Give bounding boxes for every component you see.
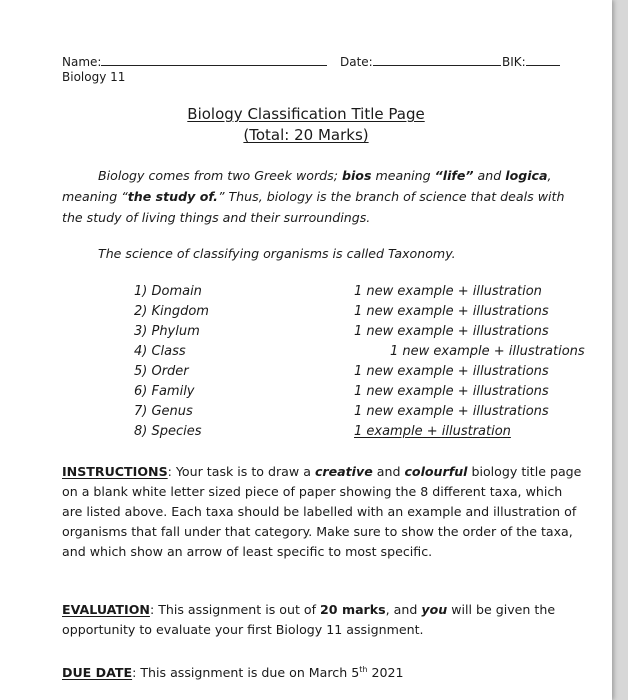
total-marks: (Total: 20 Marks) (243, 126, 369, 144)
name-label: Name: (62, 55, 102, 69)
taxonomy-sentence: The science of classifying organisms is called Taxonomy. (98, 246, 456, 261)
date-blank-line (373, 54, 501, 66)
block-blank-line (526, 54, 560, 66)
evaluation-paragraph: EVALUATION: This assignment is out of 20 marks, and you will be given the opportunity to evaluate your first Biology 11 assignment. (62, 602, 556, 637)
block-field (502, 54, 560, 69)
date-field (340, 54, 501, 69)
instructions-label: INSTRUCTIONS (62, 464, 168, 479)
page-title: Biology Classification Title Page (187, 105, 425, 123)
block-label: BIK: (502, 55, 526, 69)
instructions-paragraph: INSTRUCTIONS: Your task is to draw a creative and colourful biology title page on a blank white letter sized piece of paper showing the 8 different taxa, which are listed above. Each taxa should be labelled with an example and illustration of organisms that fall under that category. Make sure to show the order of the taxa, and which show an arrow of least specific to most specific. (62, 464, 582, 559)
name-field (62, 54, 327, 69)
due-date-paragraph: DUE DATE: This assignment is due on March 5th 2021 (62, 665, 404, 681)
title-block (0, 104, 612, 146)
due-date-label: DUE DATE (62, 665, 133, 681)
intro-paragraph: Biology comes from two Greek words; bios meaning “life” and logica, meaning “the study of.” Thus, biology is the branch of science that deals with the study of living things and their surroundings. (62, 168, 565, 225)
name-blank-line (101, 54, 327, 66)
date-label: Date: (340, 55, 373, 69)
course-name: Biology 11 (62, 70, 126, 84)
evaluation-label: EVALUATION (62, 602, 150, 617)
worksheet-page: Name: Date: BIK: Biology 11 Biology Classification Title Page (Total: 20 Marks) Biology comes from two Greek words; bios meaning “life” and logica, meaning “the study of.” Thus, biology is the branch of science that deals with the study of living things and their surroundings. The science of classifying organisms is called Taxonomy. 1) Domain 1 new example + illustration 2) Kingdom 1 new example + illustrations 3) Phylum 1 new example + illustrations 4) Class 1 new example + illustrations 5) Order 1 new example + illustrations 6) Family 1 new example + illustrations 7) Genus 1 new example + illustrations 8) Species 1 example + illustration INSTRUCTIONS: Your task is to draw a creative and colourful biology title page on a blank white letter sized piece of paper showing the 8 different taxa, which are listed above. Each taxa should be labelled with an example and illustration of organisms that fall under that category. Make sure to show the order of the taxa, and which show an arrow of least specific to most specific. EVALUATION: This assignment is out of 20 marks, and you will be given the opportunity to evaluate your first Biology 11 assignment. DUE DATE: This assignment is due on March 5th 2021 (0, 0, 612, 700)
